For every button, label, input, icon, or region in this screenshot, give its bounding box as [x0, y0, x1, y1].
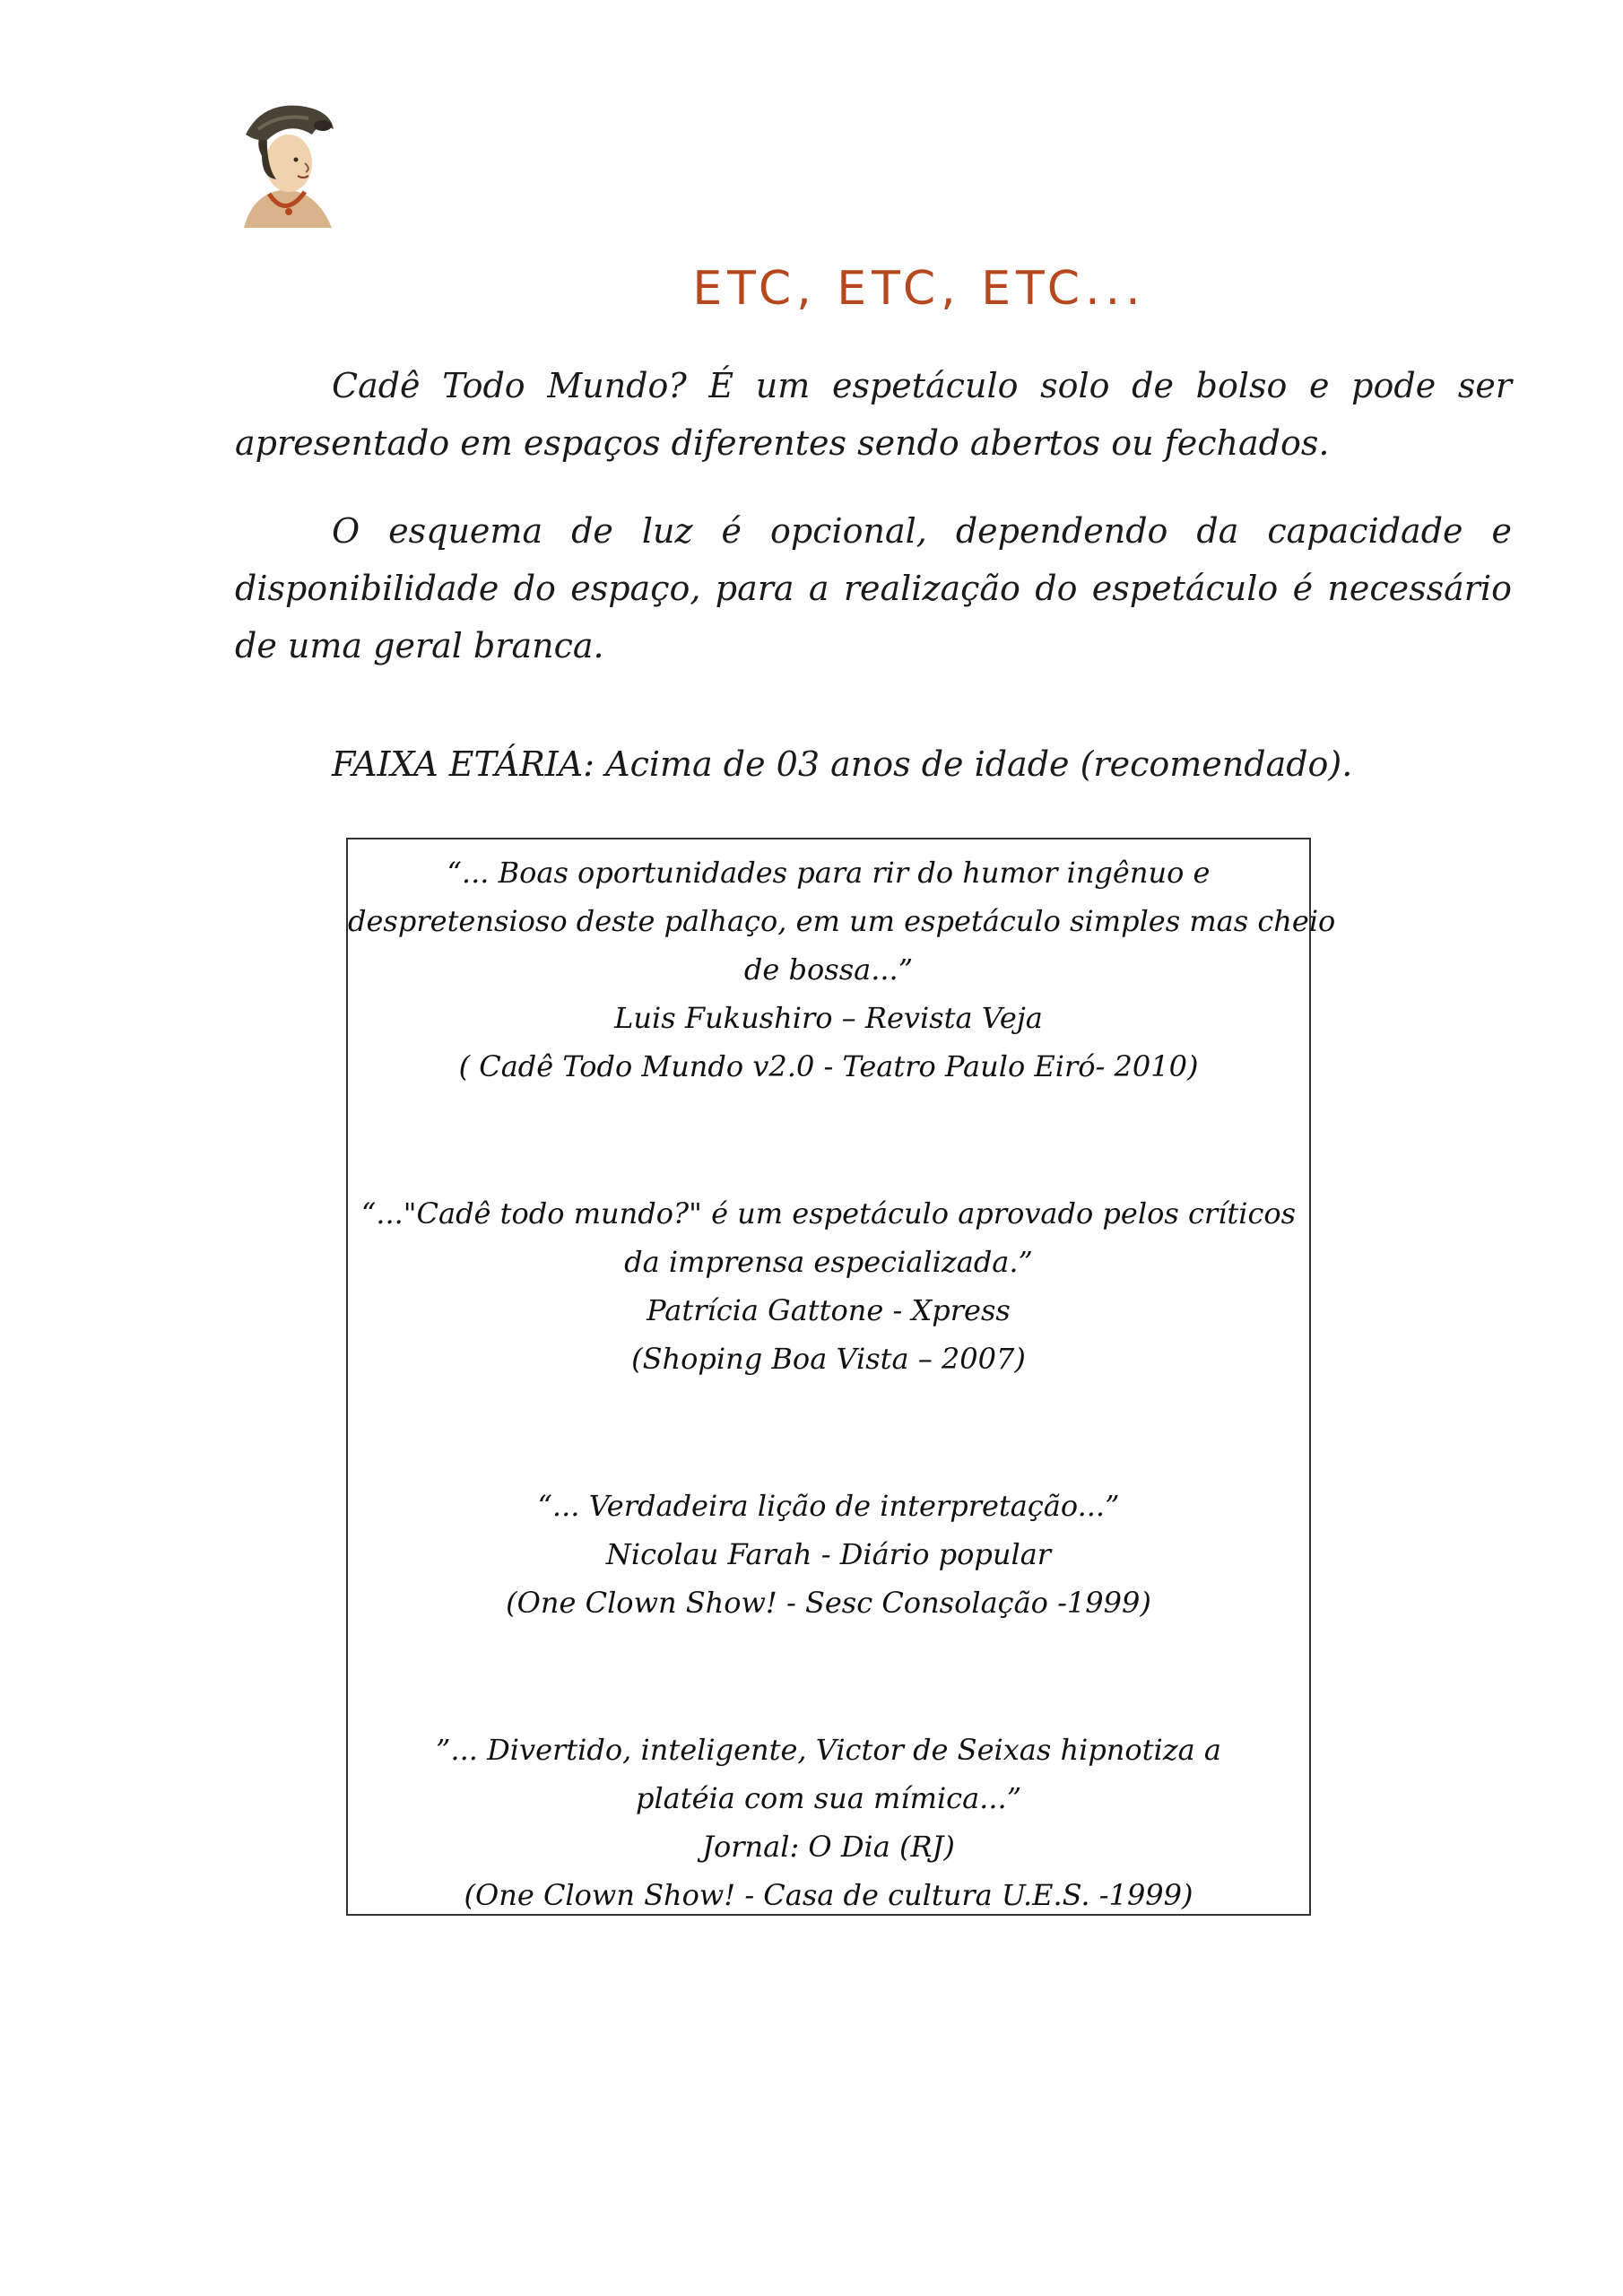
quote-source: ( Cadê Todo Mundo v2.0 - Teatro Paulo Eiró- 2010) [458, 1049, 1199, 1083]
press-quote [348, 848, 1336, 1091]
age-range: FAIXA ETÁRIA: Acima de 03 anos de idade (recomendado). [332, 744, 1353, 784]
clown-portrait-icon [226, 93, 343, 228]
quote-text: platéia com sua mímica...” [635, 1781, 1022, 1815]
press-quote [348, 1726, 1309, 1919]
quote-text: da imprensa especializada.” [624, 1245, 1033, 1279]
quote-source: (One Clown Show! - Casa de cultura U.E.S. -1999) [464, 1878, 1193, 1912]
quote-text: ”... Divertido, inteligente, Victor de Seixas hipnotiza a [436, 1733, 1221, 1767]
intro-paragraph: Cadê Todo Mundo? É um espetáculo solo de bolso e pode ser apresentado em espaços diferentes sendo abertos ou fechados. [235, 366, 1512, 463]
quote-text: “..."Cadê todo mundo?" é um espetáculo aprovado pelos críticos [360, 1196, 1297, 1231]
quote-author: Luis Fukushiro – Revista Veja [614, 1001, 1043, 1035]
quote-text: “... Boas oportunidades para rir do humor ingênuo e [447, 856, 1211, 890]
quote-source: (One Clown Show! - Sesc Consolação -1999) [506, 1586, 1151, 1620]
press-quotes-box [346, 838, 1336, 1916]
quote-text: de bossa...” [743, 952, 914, 987]
quote-author: Jornal: O Dia (RJ) [702, 1830, 955, 1864]
quote-source: (Shoping Boa Vista – 2007) [631, 1342, 1026, 1376]
press-quote [348, 1482, 1309, 1627]
quote-author: Patrícia Gattone - Xpress [647, 1293, 1011, 1327]
page-title: ETC, ETC, ETC... [692, 262, 1146, 316]
quote-author: Nicolau Farah - Diário popular [605, 1537, 1052, 1571]
quote-text: “... Verdadeira lição de interpretação...” [537, 1489, 1120, 1523]
quote-text: despretensioso deste palhaço, em um espetáculo simples mas cheio [348, 904, 1336, 938]
press-quote [348, 1189, 1309, 1383]
lighting-paragraph: O esquema de luz é opcional, dependendo da capacidade e disponibilidade do espaço, para a realização do espetáculo é necessário de uma geral branca. [235, 511, 1512, 665]
